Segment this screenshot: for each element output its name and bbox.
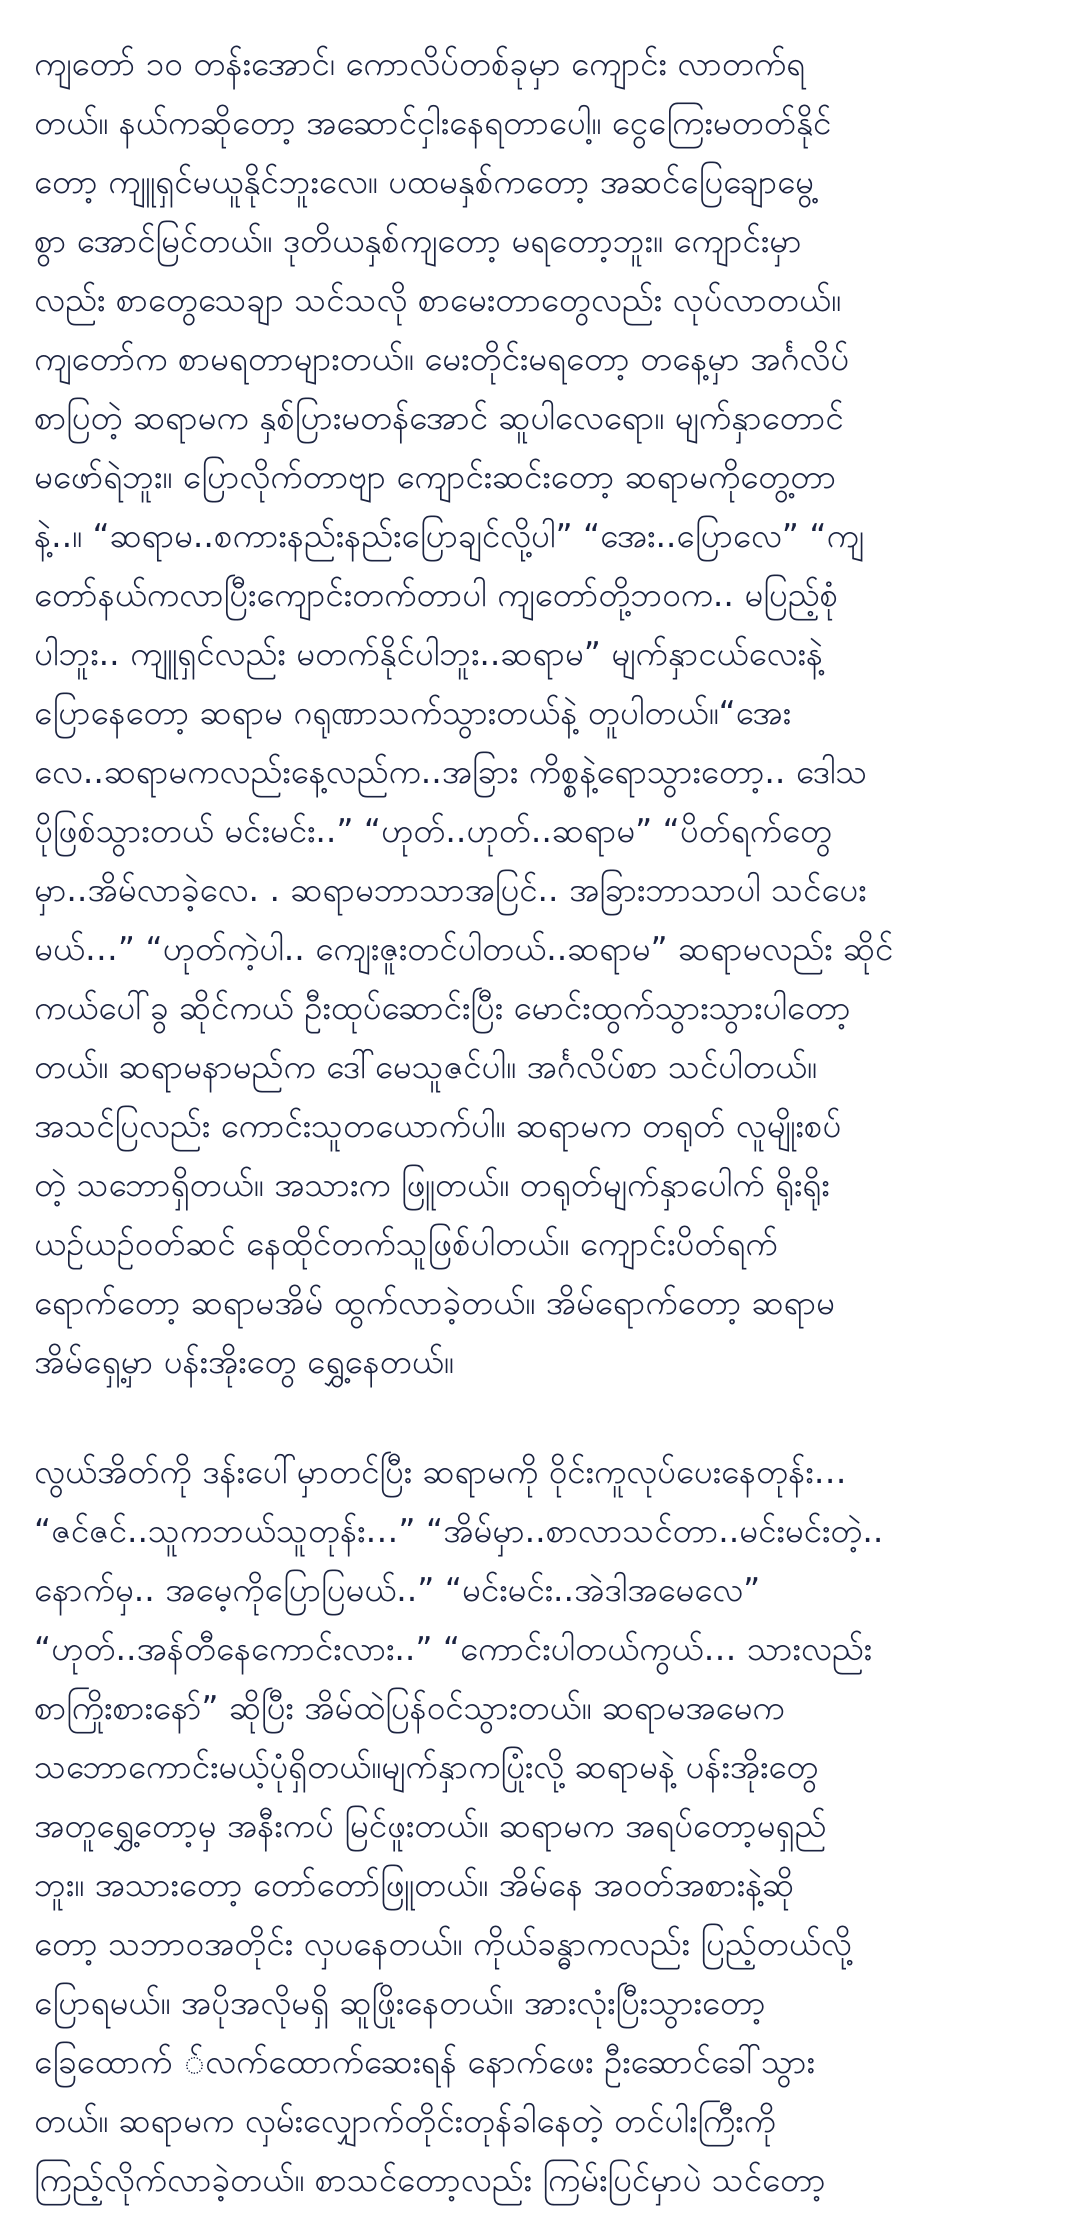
text-line: ကျတော်က စာမရတာများတယ်။ မေးတိုင်းမရတော့ တနေ့မှာ အင်္ဂလိပ် [34,339,850,378]
text-line: တယ်။ ဆရာမနာမည်က ဒေါ်မေသူဇင်ပါ။ အင်္ဂလိပ်စာ သင်ပါတယ်။ [34,1047,817,1086]
text-line: စာပြတဲ့ ဆရာမက နှစ်ပြားမတန်အောင် ဆူပါလေရော။ မျက်နှာတောင် [34,398,844,437]
text-line: ပိုဖြစ်သွားတယ် မင်းမင်း..” “ဟုတ်..ဟုတ်..ဆရာမ” “ပိတ်ရက်တွေ [34,811,833,850]
text-line: ပြောရမယ်။ အပိုအလိုမရှိ ဆူဖြိုးနေတယ်။ အားလုံးပြီးသွားတော့ [34,1983,766,2022]
text-line: အသင်ပြလည်း ကောင်းသူတယောက်ပါ။ ဆရာမက တရုတ် လူမျိုးစပ် [34,1106,842,1145]
text-line: တော့ ကျူရှင်မယူနိုင်ဘူးလေ။ ပထမနှစ်ကတော့ အဆင်ပြေချောမွေ့ [34,162,814,201]
text-line: လွယ်အိတ်ကို ဒန်းပေါ်မှာတင်ပြီး ဆရာမကို ဝိုင်းကူလုပ်ပေးနေတုန်း… [34,1452,847,1491]
text-line: တယ်။ နယ်ကဆိုတော့ အဆောင်ငှါးနေရတာပေါ့။ ငွေကြေးမတတ်နိုင် [34,103,832,142]
text-line: ကယ်ပေါ်ခွ ဆိုင်ကယ် ဦးထုပ်ဆောင်းပြီး မောင်းထွက်သွားသွားပါတော့ [34,988,851,1027]
text-line: ယဉ်ယဉ်ဝတ်ဆင် နေထိုင်တက်သူဖြစ်ပါတယ်။ ကျောင်းပိတ်ရက် [34,1224,778,1263]
text-line: ပါဘူး.. ကျူရှင်လည်း မတက်နိုင်ပါဘူး..ဆရာမ” မျက်နှာငယ်လေးနဲ့ [34,634,823,673]
text-line: လည်း စာတွေသေချာ သင်သလို စာမေးတာတွေလည်း လုပ်လာတယ်။ [34,280,841,319]
text-line: ကြည့်လိုက်လာခဲ့တယ်။ စာသင်တော့လည်း ကြမ်းပြင်မှာပဲ သင်တော့ [34,2160,826,2199]
text-line: စာကြိုးစားနော်” ဆိုပြီး အိမ်ထဲပြန်ဝင်သွားတယ်။ ဆရာမအမေက [34,1688,785,1727]
text-line: ခြေထောက် ်လက်ထောက်ဆေးရန် နောက်ဖေး ဦးဆောင်ခေါ်သွား [34,2042,815,2081]
text-line: စွာ အောင်မြင်တယ်။ ဒုတိယနှစ်ကျတော့ မရတော့ဘူး။ ကျောင်းမှာ [34,221,802,260]
text-line: မှာ..အိမ်လာခဲ့လေ. . ဆရာမဘာသာအပြင်.. အခြားဘာသာပါ သင်ပေး [34,870,867,909]
text-line: နောက်မှ.. အမေ့ကိုပြောပြမယ်..” “မင်းမင်း..အဲဒါအမေလေ” [34,1570,761,1609]
text-line: “ဟုတ်..အန်တီနေကောင်းလား..” “ကောင်းပါတယ်ကွယ်… သားလည်း [34,1629,873,1668]
text-line: မယ်…” “ဟုတ်ကဲ့ပါ.. ကျေးဇူးတင်ပါတယ်..ဆရာမ” ဆရာမလည်း ဆိုင် [34,929,894,968]
text-line: ဘူး။ အသားတော့ တော်တော်ဖြူတယ်။ အိမ်နေ အဝတ်အစားနဲ့ဆို [34,1865,795,1904]
text-line: တော့ သဘာဝအတိုင်း လှပနေတယ်။ ကိုယ်ခန္ဓာကလည်း ပြည့်တယ်လို့ [34,1924,852,1963]
text-line: မဖော်ရဲဘူး။ ပြောလိုက်တာဗျာ ကျောင်းဆင်းတော့ ဆရာမကိုတွေ့တာ [34,457,837,496]
text-line: နဲ့..။ “ဆရာမ..စကားနည်းနည်းပြောချင်လို့ပါ” “အေး..ပြောလေ” “ကျ [34,516,864,555]
text-line: “ဇင်ဇင်..သူကဘယ်သူတုန်း…” “အိမ်မှာ..စာလာသင်တာ..မင်းမင်းတဲ့.. [34,1511,884,1550]
text-line: တယ်။ ဆရာမက လှမ်းလျှောက်တိုင်းတုန်ခါနေတဲ့ တင်ပါးကြီးကို [34,2101,776,2140]
text-line: တော်နယ်ကလာပြီးကျောင်းတက်တာပါ ကျတော်တို့ဘဝက.. မပြည့်စုံ [34,575,839,614]
text-line: အိမ်ရှေ့မှာ ပန်းအိုးတွေ ရွှေ့နေတယ်။ [34,1342,454,1381]
text-line: လေ..ဆရာမကလည်းနေ့လည်က..အခြား ကိစ္စနဲ့ရောသွားတော့.. ဒေါသ [34,752,868,791]
text-line: ပြောနေတော့ ဆရာမ ဂရုဏာသက်သွားတယ်နဲ့ တူပါတယ်။“အေး [34,693,791,732]
article-paragraph-1 [34,34,1050,1391]
text-line: သဘောကောင်းမယ့်ပုံရှိတယ်။မျက်နှာကပြုံးလို့ ဆရာမနဲ့ ပန်းအိုးတွေ [34,1747,819,1786]
text-line: ကျတော် ၁၀ တန်းအောင်၊ ကောလိပ်တစ်ခုမှာ ကျောင်း လာတက်ရ [34,44,806,83]
text-line: တဲ့ သဘောရှိတယ်။ အသားက ဖြူတယ်။ တရုတ်မျက်နှာပေါက် ရိုးရိုး [34,1165,830,1204]
text-line: ရောက်တော့ ဆရာမအိမ် ထွက်လာခဲ့တယ်။ အိမ်ရောက်တော့ ဆရာမ [34,1283,835,1322]
article-paragraph-2 [34,1442,1050,2209]
text-line: အတူရွှေ့တော့မှ အနီးကပ် မြင်ဖူးတယ်။ ဆရာမက အရပ်တော့မရှည် [34,1806,827,1845]
